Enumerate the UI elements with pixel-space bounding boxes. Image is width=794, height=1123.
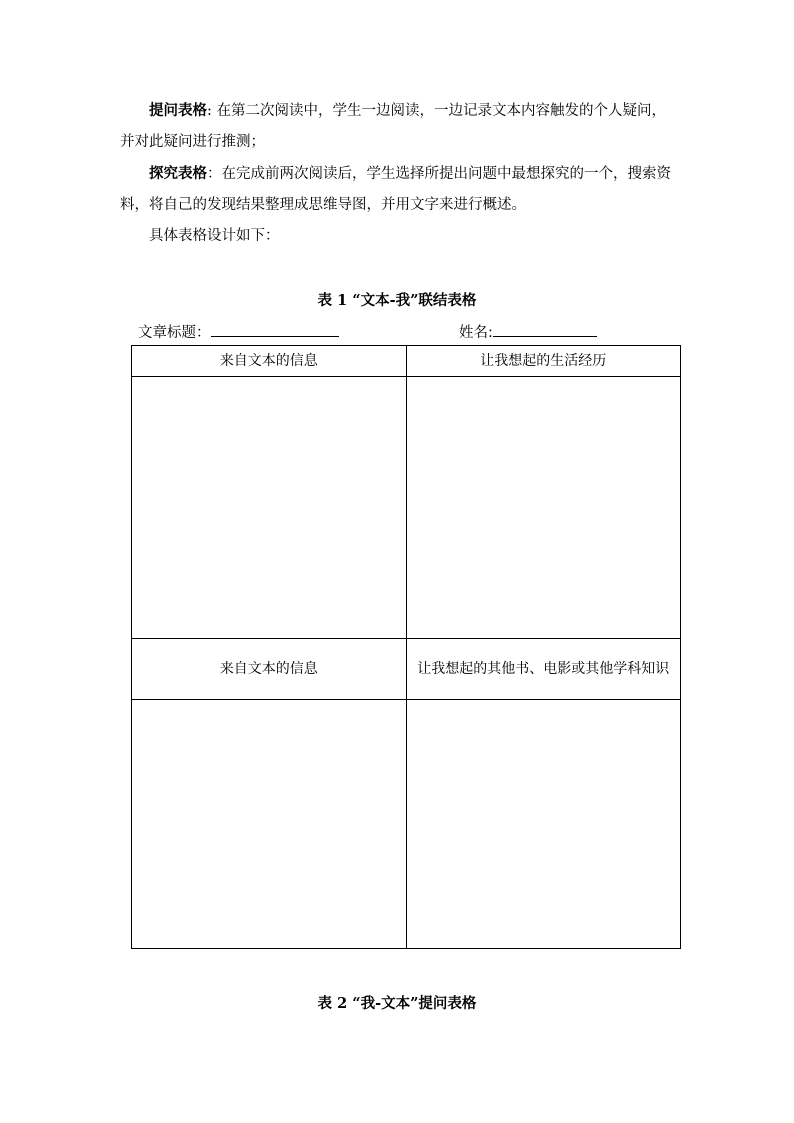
paragraph-question-form: 提问表格: 在第二次阅读中，学生一边阅读，一边记录文本内容触发的个人疑问，并对此疑问进行推测； bbox=[120, 102, 666, 150]
paragraph-text: ：在完成前两次阅读后，学生选择所提出问题中最想探究的一个，搜索资料，将自己的发现结果整理成思维导图，并用文字来进行概述。 bbox=[120, 166, 671, 213]
article-title-blank[interactable] bbox=[211, 322, 339, 337]
student-name-blank[interactable] bbox=[493, 322, 597, 337]
paragraph-label: 探究表格 bbox=[149, 165, 207, 182]
table-header-row bbox=[132, 346, 681, 377]
paragraph-text: 在第二次阅读中，学生一边阅读，一边记录文本内容触发的个人疑问，并对此疑问进行推测； bbox=[120, 103, 666, 150]
connection-table bbox=[131, 345, 681, 949]
table2-caption: 表 2 “我-文本”提问表格 bbox=[317, 995, 477, 1012]
header-text-info: 来自文本的信息 bbox=[132, 346, 407, 377]
paragraph-label: 提问表格 bbox=[149, 102, 207, 119]
answer-cell-text-info[interactable] bbox=[132, 377, 407, 639]
answer-cell-text-info-2[interactable] bbox=[132, 700, 407, 949]
table-body-row bbox=[132, 700, 681, 949]
article-title-label: 文章标题： bbox=[138, 325, 211, 341]
paragraph-explore-form bbox=[120, 158, 680, 221]
article-title-field bbox=[138, 321, 339, 342]
student-name-label: 姓名: bbox=[459, 325, 493, 341]
header-life-experience: 让我想起的生活经历 bbox=[406, 346, 681, 377]
table-body-row bbox=[132, 377, 681, 639]
answer-cell-other-books[interactable] bbox=[406, 700, 681, 949]
table1-caption: 表 1 “文本-我”联结表格 bbox=[317, 292, 477, 309]
paragraph-text: 具体表格设计如下： bbox=[149, 228, 280, 244]
header-other-books: 让我想起的其他书、电影或其他学科知识 bbox=[406, 639, 681, 700]
paragraph-intro bbox=[120, 221, 680, 252]
student-name-field bbox=[459, 321, 597, 342]
header-text-info-2: 来自文本的信息 bbox=[132, 639, 407, 700]
table-header-row bbox=[132, 639, 681, 700]
answer-cell-life-experience[interactable] bbox=[406, 377, 681, 639]
